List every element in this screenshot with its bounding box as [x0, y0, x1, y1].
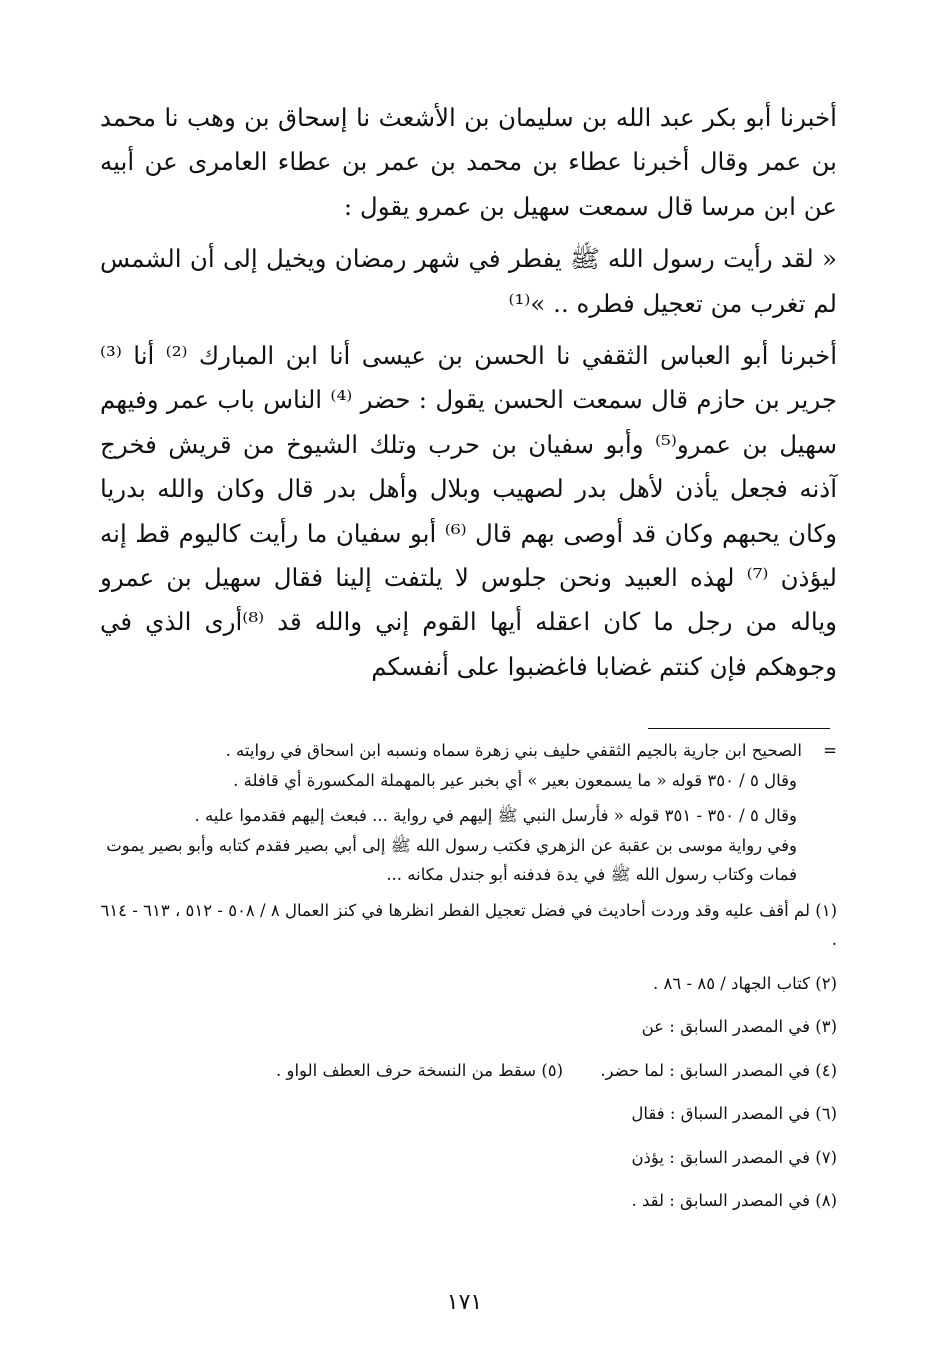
- footnote-text: سقط من النسخة حرف العطف الواو .: [276, 1060, 537, 1080]
- footnote-text: في المصدر السابق : لما حضر.: [600, 1060, 810, 1080]
- footnote-text: كتاب الجهاد / ٨٥ - ٨٦ .: [653, 973, 810, 993]
- footnote-5: [276, 1061, 563, 1080]
- footnote-text: في المصدر السابق : يؤذن: [631, 1147, 810, 1167]
- hadith-chain-paragraph-1: أخبرنا أبو بكر عبد الله بن سليمان بن الأشعث نا إسحاق بن وهب نا محمد بن عمر وقال أخبرنا عطاء بن محمد بن عمر بن عطاء العامرى عن أبيه عن ابن مرسا قال سمعت سهيل بن عمرو يقول :: [100, 103, 837, 221]
- footnote-1: [96, 896, 837, 955]
- continued-note-line-1: = الصحيح ابن جارية بالجيم الثقفي حليف بني زهرة سماه ونسبه ابن اسحاق في روايته .: [225, 741, 837, 760]
- footnote-text: لم أقف عليه وقد وردت أحاديث في فضل تعجيل الفطر انظرها في كنز العمال ٨ / ٥٠٨ - ٥١٢ ، ٦١٣ - ٦١٤ .: [100, 900, 837, 949]
- hadith-text-paragraph: « لقد رأيت رسول الله ﷺ يفطر في شهر رمضان ويخيل إلى أن الشمس لم تغرب من تعجيل فطره .. »⁽¹⁾: [100, 244, 837, 318]
- continued-note-line-3: وقال ٥ / ٣٥٠ - ٣٥١ قوله « فأرسل النبي ﷺ إليهم في رواية ... فبعث إليهم فقدموا عليه .: [194, 806, 797, 825]
- footnote-text: في المصدر السباق : فقال: [631, 1104, 810, 1123]
- footnote-number: (٥): [541, 1060, 564, 1080]
- footnote-number: (٧): [815, 1147, 837, 1167]
- footnote-8: [96, 1186, 837, 1216]
- footnote-text: في المصدر السابق : عن: [641, 1017, 810, 1036]
- page-number: ١٧١: [446, 1290, 483, 1315]
- continuation-marker: =: [823, 741, 837, 760]
- footnote-2: [96, 969, 837, 999]
- footnote-6: [96, 1099, 837, 1129]
- footnote-4-5-row: [96, 1056, 837, 1086]
- footnote-divider: [648, 728, 830, 729]
- footnote-7: [96, 1143, 837, 1173]
- footnotes-area: [96, 736, 837, 1216]
- continued-note-line-4: وفي رواية موسى بن عقبة عن الزهري فكتب رسول الله ﷺ إلى أبي بصير فقدم كتابه وأبو بصير يموت فمات وكتاب رسول الله ﷺ في يدة فدفنه أبو جندل مكانه ...: [106, 835, 797, 884]
- footnote-4: [595, 1061, 837, 1080]
- continued-note-line-2: وقال ٥ / ٣٥٠ قوله « ما يسمعون بعير » أي بخبر عير بالمهملة المكسورة أي قافلة .: [233, 770, 797, 790]
- footnote-text: في المصدر السابق : لقد .: [631, 1191, 810, 1210]
- footnote-number: (٢): [815, 973, 837, 993]
- footnote-number: (٨): [815, 1191, 837, 1210]
- main-text: [100, 96, 837, 689]
- hadith-chain-paragraph-2: أخبرنا أبو العباس الثقفي نا الحسن بن عيسى أنا ابن المبارك ⁽²⁾ أنا ⁽³⁾ جرير بن حازم قال سمعت الحسن يقول : حضر ⁽⁴⁾ الناس باب عمر وفيهم سهيل بن عمرو⁽⁵⁾ وأبو سفيان بن حرب وتلك الشيوخ من قريش فخرج آذنه فجعل يأذن لأهل بدر لصهيب وبلال وأهل بدر قال وكان والله بدريا وكان يحبهم وكان قد أوصى بهم قال ⁽⁶⁾ أبو سفيان ما رأيت كاليوم قط إنه ليؤذن ⁽⁷⁾ لهذه العبيد ونحن جلوس لا يلتفت إلينا فقال سهيل بن عمرو وياله من رجل ما كان اعقله أيها القوم إني والله قد ⁽⁸⁾أرى الذي في وجوهكم فإن كنتم غضابا فاغضبوا على أنفسكم: [100, 341, 838, 681]
- footnote-number: (٤): [815, 1060, 837, 1080]
- footnote-3: [96, 1012, 837, 1042]
- footnote-number: (٣): [815, 1017, 837, 1036]
- footnote-number: (٦): [815, 1104, 837, 1123]
- footnote-number: (١): [815, 900, 837, 920]
